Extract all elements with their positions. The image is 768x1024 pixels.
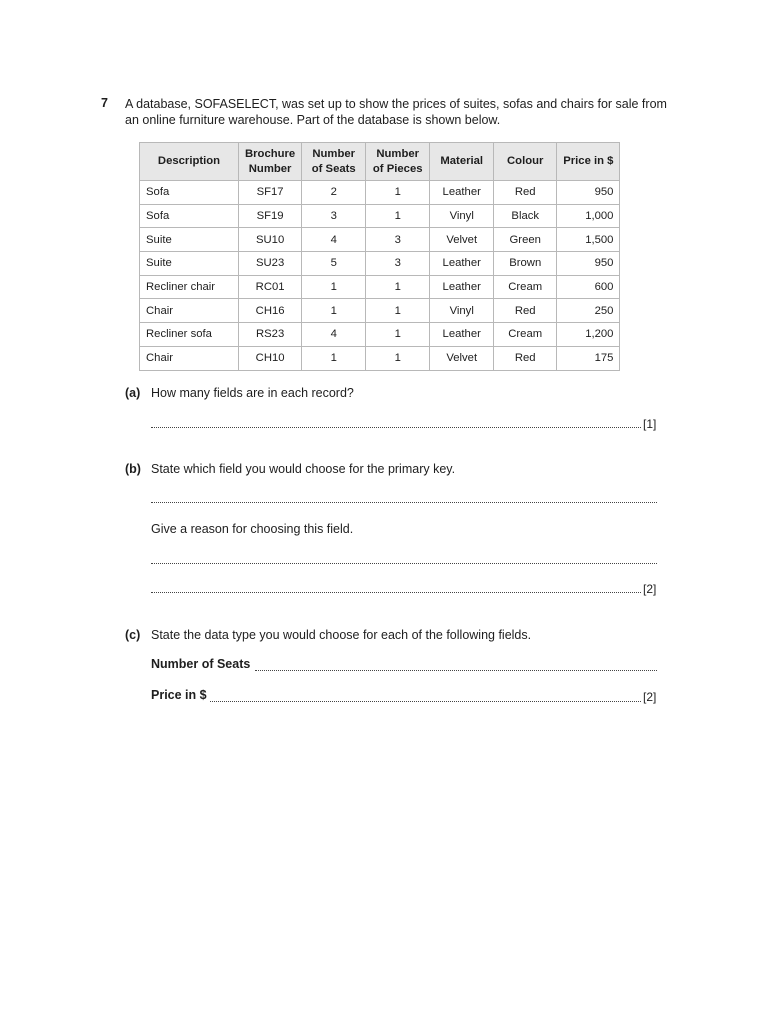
part-b-reason-prompt: Give a reason for choosing this field. <box>151 522 354 536</box>
header-text: Brochure <box>245 147 296 160</box>
cell-colour: Cream <box>494 275 557 299</box>
cell-material: Leather <box>430 275 494 299</box>
cell-material: Velvet <box>430 228 494 252</box>
answer-line-b1[interactable] <box>151 488 657 503</box>
cell-material: Vinyl <box>430 299 494 323</box>
header-number-of-seats <box>302 143 366 181</box>
cell-price: 1,500 <box>557 228 620 252</box>
cell-number-of-seats: 3 <box>302 204 366 228</box>
header-brochure-number <box>239 143 302 181</box>
header-text: of Seats <box>311 162 356 175</box>
cell-price: 1,000 <box>557 204 620 228</box>
cell-material: Leather <box>430 323 494 347</box>
cell-description: Sofa <box>140 204 239 228</box>
cell-colour: Red <box>494 299 557 323</box>
table-row <box>140 275 620 299</box>
database-table <box>139 142 620 371</box>
cell-number-of-seats: 4 <box>302 228 366 252</box>
header-text: Number <box>248 162 292 175</box>
header-text: Colour <box>507 155 544 167</box>
part-c-label: (c) <box>125 628 141 642</box>
cell-number-of-pieces: 1 <box>366 323 430 347</box>
table-body <box>140 181 620 371</box>
cell-number-of-seats: 4 <box>302 323 366 347</box>
intro-line-1: A database, SOFASELECT, was set up to show the prices of suites, sofas and chairs for sale from <box>125 97 667 111</box>
cell-number-of-pieces: 1 <box>366 275 430 299</box>
cell-number-of-seats: 1 <box>302 346 366 370</box>
header-text: Number <box>312 147 356 160</box>
part-b-question: State which field you would choose for the primary key. <box>151 462 456 476</box>
table-header-row <box>140 143 620 181</box>
cell-colour: Red <box>494 181 557 205</box>
cell-brochure-number: SF17 <box>239 181 302 205</box>
cell-number-of-seats: 1 <box>302 275 366 299</box>
cell-brochure-number: CH10 <box>239 346 302 370</box>
intro-line-2: an online furniture warehouse. Part of the database is shown below. <box>125 113 501 127</box>
cell-price: 250 <box>557 299 620 323</box>
cell-number-of-pieces: 1 <box>366 204 430 228</box>
header-material <box>430 143 494 181</box>
cell-price: 175 <box>557 346 620 370</box>
cell-price: 1,200 <box>557 323 620 347</box>
cell-brochure-number: RS23 <box>239 323 302 347</box>
cell-number-of-seats: 2 <box>302 181 366 205</box>
cell-description: Suite <box>140 228 239 252</box>
cell-number-of-pieces: 1 <box>366 181 430 205</box>
cell-brochure-number: SF19 <box>239 204 302 228</box>
header-description <box>140 143 239 181</box>
part-c-mark: [2] <box>643 690 657 704</box>
cell-description: Recliner chair <box>140 275 239 299</box>
cell-brochure-number: SU23 <box>239 252 302 276</box>
header-text: of Pieces <box>372 162 423 175</box>
cell-description: Recliner sofa <box>140 323 239 347</box>
cell-number-of-seats: 5 <box>302 252 366 276</box>
cell-price: 950 <box>557 181 620 205</box>
header-number-of-pieces <box>366 143 430 181</box>
cell-colour: Black <box>494 204 557 228</box>
header-price <box>557 143 620 181</box>
cell-number-of-seats: 1 <box>302 299 366 323</box>
question-number: 7 <box>101 96 108 110</box>
answer-line-c1[interactable] <box>255 656 657 671</box>
cell-number-of-pieces: 3 <box>366 252 430 276</box>
cell-number-of-pieces: 1 <box>366 346 430 370</box>
answer-line-a[interactable] <box>151 413 641 428</box>
cell-brochure-number: RC01 <box>239 275 302 299</box>
cell-material: Vinyl <box>430 204 494 228</box>
cell-brochure-number: SU10 <box>239 228 302 252</box>
cell-description: Chair <box>140 346 239 370</box>
header-text: Description <box>157 155 221 167</box>
table-row <box>140 252 620 276</box>
cell-description: Suite <box>140 252 239 276</box>
header-text: Number <box>376 147 420 160</box>
cell-colour: Brown <box>494 252 557 276</box>
cell-description: Sofa <box>140 181 239 205</box>
part-a-mark: [1] <box>643 417 657 431</box>
table-row <box>140 181 620 205</box>
cell-number-of-pieces: 3 <box>366 228 430 252</box>
question-intro <box>125 96 670 128</box>
answer-line-b3[interactable] <box>151 578 641 593</box>
table-row <box>140 299 620 323</box>
header-colour <box>494 143 557 181</box>
answer-line-b2[interactable] <box>151 549 657 564</box>
cell-description: Chair <box>140 299 239 323</box>
cell-material: Leather <box>430 181 494 205</box>
table-row <box>140 228 620 252</box>
part-a-question: How many fields are in each record? <box>151 386 354 400</box>
cell-price: 600 <box>557 275 620 299</box>
part-b-mark: [2] <box>643 582 657 596</box>
cell-material: Leather <box>430 252 494 276</box>
cell-brochure-number: CH16 <box>239 299 302 323</box>
answer-line-c2[interactable] <box>210 687 641 702</box>
cell-material: Velvet <box>430 346 494 370</box>
cell-colour: Cream <box>494 323 557 347</box>
part-b-label: (b) <box>125 462 141 476</box>
table-row <box>140 323 620 347</box>
part-a-label: (a) <box>125 386 141 400</box>
cell-number-of-pieces: 1 <box>366 299 430 323</box>
cell-colour: Green <box>494 228 557 252</box>
field-price: Price in $ <box>151 688 207 702</box>
cell-colour: Red <box>494 346 557 370</box>
table-row <box>140 204 620 228</box>
header-text: Price in $ <box>563 155 614 167</box>
field-number-of-seats: Number of Seats <box>151 657 251 671</box>
cell-price: 950 <box>557 252 620 276</box>
table-row <box>140 346 620 370</box>
header-text: Material <box>440 155 484 167</box>
part-c-question: State the data type you would choose for each of the following fields. <box>151 628 532 642</box>
